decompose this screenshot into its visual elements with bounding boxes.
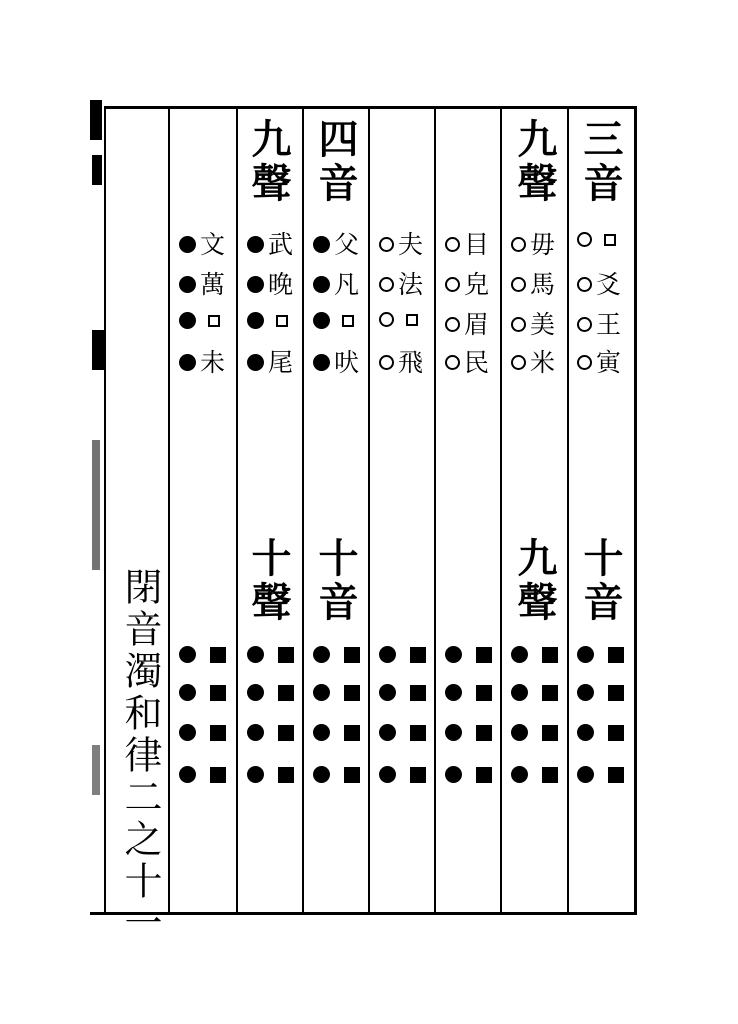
cell-character: 目 [464, 230, 490, 259]
cell-character: 毋 [530, 230, 556, 259]
table-cell [445, 312, 489, 337]
filled-circle-mark [247, 646, 264, 663]
section-title [116, 567, 164, 945]
placeholder-cell [179, 724, 226, 741]
right-border [634, 106, 637, 915]
open-circle-mark [445, 277, 460, 292]
upper-heading: 九聲 [511, 118, 558, 206]
cell-character: 吠 [334, 348, 360, 377]
table-cell [179, 272, 225, 297]
filled-circle-mark [179, 276, 196, 293]
column-divider [302, 106, 304, 915]
filled-circle-mark [313, 276, 330, 293]
placeholder-cell [379, 724, 426, 741]
filled-square-mark [542, 725, 558, 741]
cell-character: 寅 [596, 348, 622, 377]
gutter-mark [90, 100, 102, 140]
top-border [104, 106, 636, 109]
filled-circle-mark [577, 684, 594, 701]
filled-circle-mark [445, 724, 462, 741]
cell-character: 米 [530, 348, 556, 377]
gutter-mark [92, 745, 100, 795]
lower-heading: 九聲 [511, 537, 558, 625]
cell-character: 美 [530, 310, 556, 339]
filled-square-mark [476, 767, 492, 783]
filled-square-mark [476, 685, 492, 701]
table-cell [247, 312, 288, 329]
filled-circle-mark [379, 766, 396, 783]
filled-circle-mark [577, 766, 594, 783]
filled-circle-mark [179, 354, 196, 371]
filled-square-mark [278, 685, 294, 701]
placeholder-cell [313, 724, 360, 741]
column-divider [236, 106, 238, 915]
cell-character: 王 [596, 310, 622, 339]
column-divider [104, 106, 106, 915]
filled-circle-mark [179, 724, 196, 741]
table-cell [577, 272, 621, 297]
placeholder-cell [313, 684, 360, 701]
placeholder-cell [313, 766, 360, 783]
filled-square-mark [410, 685, 426, 701]
filled-square-mark [278, 647, 294, 663]
empty-square-mark [406, 314, 418, 326]
placeholder-cell [577, 766, 624, 783]
placeholder-cell [379, 766, 426, 783]
filled-circle-mark [313, 766, 330, 783]
cell-character: 父 [334, 230, 360, 259]
open-circle-mark [577, 277, 592, 292]
filled-circle-mark [577, 724, 594, 741]
filled-circle-mark [247, 766, 264, 783]
open-circle-mark [379, 355, 394, 370]
placeholder-cell [179, 646, 226, 663]
filled-circle-mark [179, 684, 196, 701]
table-cell [577, 350, 621, 375]
table-cell [379, 350, 423, 375]
filled-circle-mark [511, 766, 528, 783]
filled-circle-mark [511, 724, 528, 741]
lower-heading: 十音 [577, 537, 624, 625]
placeholder-cell [445, 724, 492, 741]
empty-square-mark [342, 315, 354, 327]
open-circle-mark [511, 277, 526, 292]
filled-square-mark [210, 725, 226, 741]
placeholder-cell [445, 646, 492, 663]
filled-square-mark [344, 767, 360, 783]
table-cell [379, 312, 418, 327]
filled-square-mark [410, 647, 426, 663]
cell-character: 文 [200, 230, 226, 259]
open-circle-mark [445, 317, 460, 332]
empty-square-mark [276, 315, 288, 327]
open-circle-mark [511, 317, 526, 332]
filled-circle-mark [511, 646, 528, 663]
lower-heading: 十音 [312, 537, 359, 625]
table-cell [511, 350, 555, 375]
table-cell [511, 232, 555, 257]
table-cell [313, 232, 359, 257]
empty-square-mark [208, 315, 220, 327]
open-circle-mark [511, 355, 526, 370]
column-divider [567, 106, 569, 915]
bottom-border [90, 912, 636, 915]
open-circle-mark [379, 312, 394, 327]
filled-circle-mark [313, 646, 330, 663]
filled-square-mark [210, 647, 226, 663]
filled-square-mark [410, 725, 426, 741]
upper-heading: 九聲 [245, 118, 292, 206]
placeholder-cell [379, 684, 426, 701]
filled-square-mark [210, 685, 226, 701]
cell-character: 馬 [530, 270, 556, 299]
open-circle-mark [379, 277, 394, 292]
cell-character: 法 [398, 270, 424, 299]
cell-character: 夫 [398, 230, 424, 259]
placeholder-cell [179, 684, 226, 701]
filled-circle-mark [247, 724, 264, 741]
filled-circle-mark [247, 312, 264, 329]
filled-square-mark [210, 767, 226, 783]
placeholder-cell [247, 724, 294, 741]
open-circle-mark [577, 317, 592, 332]
filled-circle-mark [179, 236, 196, 253]
cell-character: 皃 [464, 270, 490, 299]
filled-square-mark [542, 685, 558, 701]
filled-circle-mark [379, 724, 396, 741]
placeholder-cell [511, 684, 558, 701]
filled-circle-mark [445, 684, 462, 701]
lower-heading: 十聲 [245, 537, 292, 625]
filled-circle-mark [313, 354, 330, 371]
filled-circle-mark [179, 766, 196, 783]
filled-circle-mark [445, 646, 462, 663]
cell-character: 爻 [596, 270, 622, 299]
filled-circle-mark [179, 646, 196, 663]
filled-circle-mark [379, 684, 396, 701]
filled-circle-mark [445, 766, 462, 783]
open-circle-mark [379, 237, 394, 252]
table-cell [247, 272, 293, 297]
column-divider [500, 106, 502, 915]
table-cell [313, 272, 359, 297]
filled-circle-mark [379, 646, 396, 663]
filled-square-mark [608, 725, 624, 741]
cell-character: 萬 [200, 270, 226, 299]
column-divider [368, 106, 370, 915]
table-cell [313, 350, 359, 375]
table-cell [445, 272, 489, 297]
filled-square-mark [344, 685, 360, 701]
filled-circle-mark [577, 646, 594, 663]
placeholder-cell [379, 646, 426, 663]
filled-circle-mark [247, 684, 264, 701]
filled-square-mark [278, 767, 294, 783]
filled-square-mark [476, 647, 492, 663]
placeholder-cell [313, 646, 360, 663]
placeholder-cell [511, 646, 558, 663]
filled-square-mark [278, 725, 294, 741]
column-divider [168, 106, 170, 915]
placeholder-cell [577, 684, 624, 701]
placeholder-cell [179, 766, 226, 783]
filled-circle-mark [511, 684, 528, 701]
open-circle-mark [577, 232, 592, 247]
table-cell [179, 232, 225, 257]
table-cell [577, 312, 621, 337]
gutter-mark [92, 440, 100, 570]
table-cell [247, 232, 293, 257]
filled-circle-mark [313, 684, 330, 701]
cell-character: 民 [464, 348, 490, 377]
gutter-mark [92, 155, 102, 185]
table-cell [313, 312, 354, 329]
gutter-mark [92, 330, 104, 370]
placeholder-cell [445, 766, 492, 783]
filled-square-mark [608, 647, 624, 663]
filled-circle-mark [179, 312, 196, 329]
placeholder-cell [511, 766, 558, 783]
placeholder-cell [577, 646, 624, 663]
table-cell [179, 350, 225, 375]
upper-heading: 三音 [577, 118, 624, 206]
cell-character: 眉 [464, 310, 490, 339]
open-circle-mark [511, 237, 526, 252]
filled-square-mark [344, 725, 360, 741]
cell-character: 武 [268, 230, 294, 259]
open-circle-mark [445, 237, 460, 252]
placeholder-cell [247, 766, 294, 783]
filled-square-mark [542, 647, 558, 663]
cell-character: 未 [200, 348, 226, 377]
table-cell [179, 312, 220, 329]
table-cell [379, 232, 423, 257]
placeholder-cell [445, 684, 492, 701]
column-divider [434, 106, 436, 915]
open-circle-mark [577, 355, 592, 370]
filled-circle-mark [247, 276, 264, 293]
filled-circle-mark [313, 312, 330, 329]
placeholder-cell [577, 724, 624, 741]
table-cell [511, 272, 555, 297]
filled-circle-mark [313, 724, 330, 741]
table-cell [379, 272, 423, 297]
filled-circle-mark [247, 236, 264, 253]
cell-character: 飛 [398, 348, 424, 377]
upper-heading: 四音 [312, 118, 359, 206]
title-text: 閉音濁和律二之十一 [118, 567, 162, 945]
cell-character: 晚 [268, 270, 294, 299]
cell-character: 尾 [268, 348, 294, 377]
filled-square-mark [608, 767, 624, 783]
table-cell [445, 350, 489, 375]
filled-square-mark [410, 767, 426, 783]
table-cell [577, 232, 616, 247]
table-cell [511, 312, 555, 337]
open-circle-mark [445, 355, 460, 370]
table-cell [247, 350, 293, 375]
cell-character: 凡 [334, 270, 360, 299]
empty-square-mark [604, 234, 616, 246]
filled-square-mark [476, 725, 492, 741]
placeholder-cell [247, 684, 294, 701]
placeholder-cell [247, 646, 294, 663]
table-cell [445, 232, 489, 257]
filled-circle-mark [247, 354, 264, 371]
placeholder-cell [511, 724, 558, 741]
filled-circle-mark [313, 236, 330, 253]
filled-square-mark [608, 685, 624, 701]
filled-square-mark [542, 767, 558, 783]
filled-square-mark [344, 647, 360, 663]
